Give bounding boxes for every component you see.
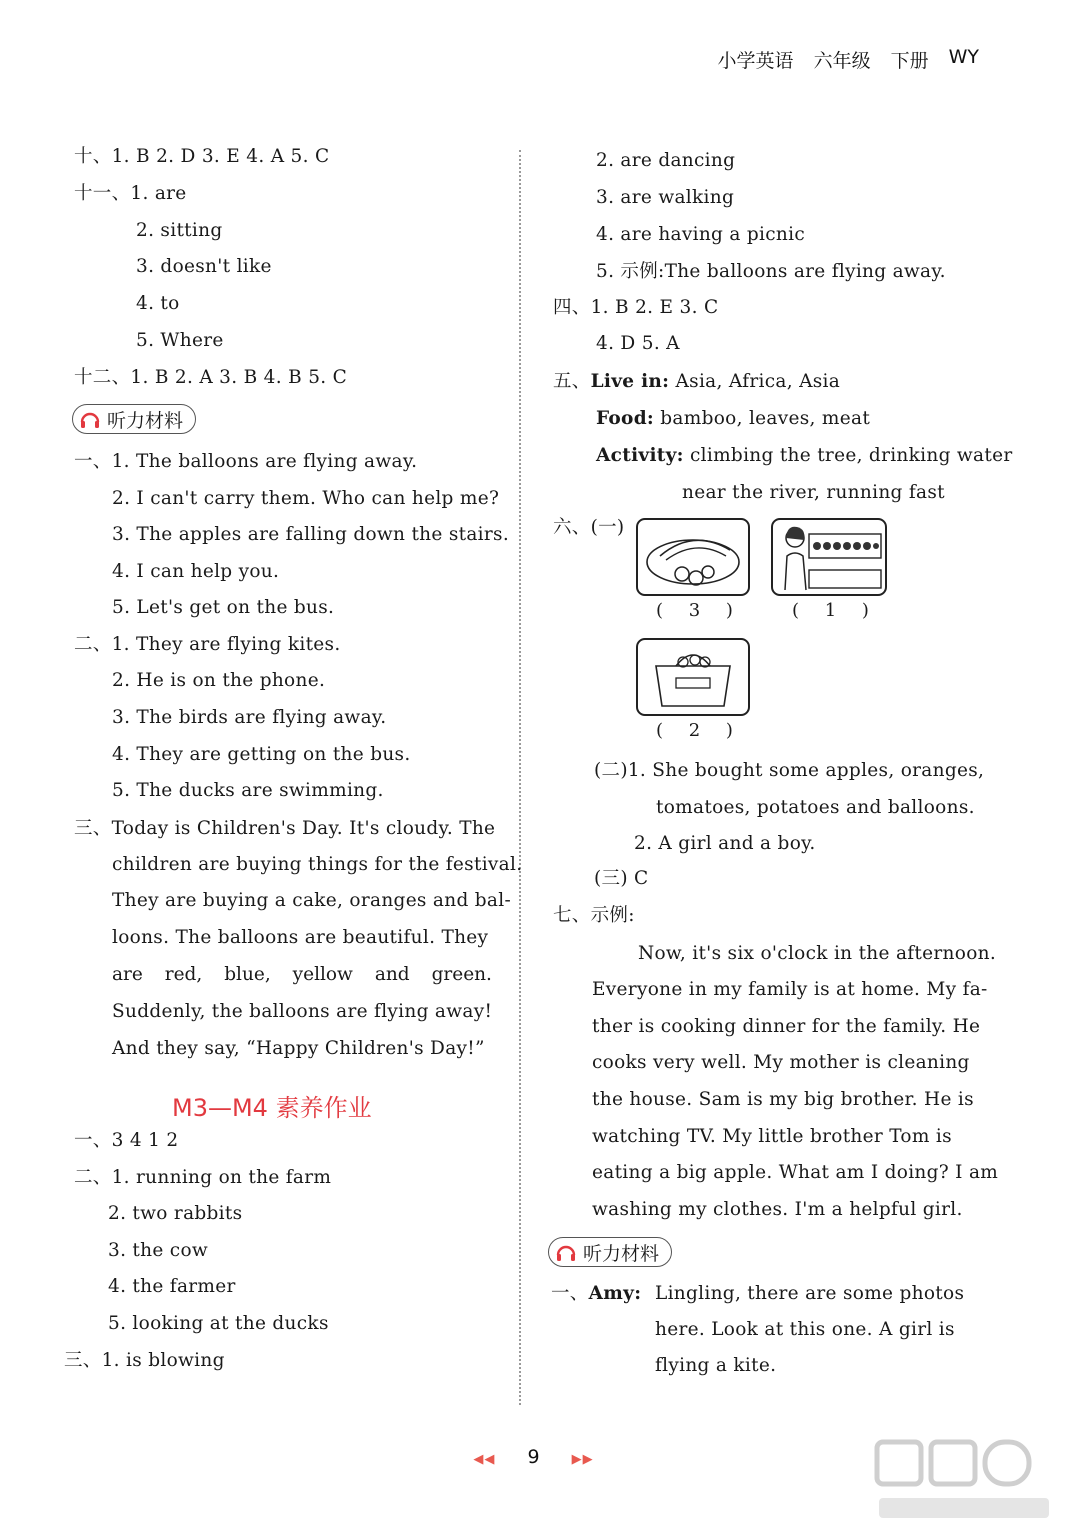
header-volume: 下册: [890, 50, 929, 72]
activity-value: climbing the tree, drinking water: [689, 445, 1013, 466]
shopping-bag-illustration: [638, 640, 748, 714]
listening-2-lead: 二、1. They are flying kites.: [74, 634, 341, 655]
headphones-icon: [555, 1242, 577, 1262]
activity-label: Activity:: [596, 445, 684, 466]
answer-line: 4. the farmer: [108, 1276, 236, 1297]
essay-line: Now, it's six o'clock in the afternoon.: [638, 943, 997, 964]
essay-line: ther is cooking dinner for the family. He: [592, 1016, 981, 1037]
passage-line: And they say, “Happy Children's Day!”: [112, 1038, 485, 1059]
listening-material-label: 听力材料: [107, 409, 184, 432]
passage-line: loons. The balloons are beautiful. They: [112, 927, 489, 948]
essay-line: washing my clothes. I'm a helpful girl.: [592, 1199, 963, 1220]
speaker-label: Amy:: [588, 1283, 642, 1304]
listening-material-badge: [548, 1237, 672, 1267]
answer-section-6-lead: 六、(一): [553, 517, 625, 538]
passage-line: children are buying things for the festival.: [112, 854, 523, 875]
answer-section-6-part2-item2: 2. A girl and a boy.: [634, 833, 816, 854]
headphones-icon: [79, 409, 101, 429]
listening-line: 4. I can help you.: [112, 561, 280, 582]
listening-line: 3. The birds are flying away.: [112, 707, 387, 728]
dialogue-text: Lingling, there are some photos: [655, 1283, 965, 1304]
dialogue-text: here. Look at this one. A girl is: [655, 1319, 955, 1340]
answer-line: 2. two rabbits: [108, 1203, 243, 1224]
activity-continuation: near the river, running fast: [682, 482, 945, 503]
section-title-m3-m4: M3—M4 素养作业: [172, 1094, 372, 1122]
answer-line: 3. doesn't like: [136, 256, 272, 277]
passage-line-justified: [112, 962, 492, 988]
listening-line: 4. They are getting on the bus.: [112, 744, 411, 765]
answer-section-5-line1: [553, 369, 840, 395]
listening-line: 5. The ducks are swimming.: [112, 780, 384, 801]
listening-3-lead: 三、Today is Children's Day. It's cloudy. The: [74, 818, 496, 839]
listening-line: 3. The apples are falling down the stairs.: [112, 524, 510, 545]
listening-material-label: 听力材料: [583, 1242, 660, 1265]
answer-line: 2. sitting: [136, 220, 223, 241]
answer-section-5-line2: [596, 406, 870, 432]
essay-line: eating a big apple. What am I doing? I am: [592, 1162, 999, 1183]
m34-answer-3: 三、1. is blowing: [64, 1350, 225, 1371]
answer-line: 5. Where: [136, 330, 224, 351]
listening-line: 2. I can't carry them. Who can help me?: [112, 488, 500, 509]
header-subject: 小学英语: [717, 50, 794, 72]
answer-section-10: 十、1. B 2. D 3. E 4. A 5. C: [74, 146, 330, 167]
listening-line: 5. Let's get on the bus.: [112, 597, 335, 618]
listening-line: 2. He is on the phone.: [112, 670, 326, 691]
answer-line: 2. are dancing: [596, 150, 736, 171]
answer-section-6-part2: (二)1. She bought some apples, oranges,: [594, 760, 985, 781]
section-number: 一、: [551, 1283, 589, 1304]
listening-1-lead: 一、1. The balloons are flying away.: [74, 451, 418, 472]
picture-caption: ( 3 ): [656, 600, 743, 621]
answer-section-7-lead: 七、示例:: [553, 905, 635, 926]
section-number: 五、: [553, 371, 591, 392]
passage-word: yellow: [292, 964, 353, 985]
passage-word: are: [112, 964, 143, 985]
column-divider: [519, 150, 521, 1405]
dialogue-text: flying a kite.: [655, 1355, 777, 1376]
answer-section-5-line3: [596, 443, 1013, 469]
passage-line: Suddenly, the balloons are flying away!: [112, 1001, 493, 1022]
passage-line: They are buying a cake, oranges and bal-: [112, 890, 512, 911]
passage-word: and: [374, 964, 410, 985]
dialogue-line-1: [551, 1281, 641, 1307]
answer-section-6-part2-cont: tomatoes, potatoes and balloons.: [656, 797, 975, 818]
essay-line: the house. Sam is my big brother. He is: [592, 1089, 974, 1110]
food-label: Food:: [596, 408, 655, 429]
fruit-plate-illustration: [638, 520, 748, 594]
page-number: 9: [527, 1446, 540, 1468]
page-header: [718, 46, 979, 73]
answer-line: 3. are walking: [596, 187, 735, 208]
answer-line: 5. looking at the ducks: [108, 1313, 329, 1334]
food-value: bamboo, leaves, meat: [660, 408, 871, 429]
answer-section-11-lead: 十一、1. are: [74, 183, 187, 204]
picture-caption: ( 2 ): [656, 720, 743, 741]
m34-answer-2-lead: 二、1. running on the farm: [74, 1167, 332, 1188]
answer-line: 5. 示例:The balloons are flying away.: [596, 261, 946, 282]
passage-word: blue,: [224, 964, 271, 985]
answer-line: 4. are having a picnic: [596, 224, 806, 245]
picture-fruit: [636, 518, 750, 596]
answer-section-4: 四、1. B 2. E 3. C: [553, 297, 719, 318]
passage-word: red,: [164, 964, 203, 985]
essay-line: cooks very well. My mother is cleaning: [592, 1052, 970, 1073]
essay-line: watching TV. My little brother Tom is: [592, 1126, 952, 1147]
live-in-label: Live in:: [590, 371, 670, 392]
essay-line: Everyone in my family is at home. My fa-: [592, 979, 988, 1000]
listening-material-badge: [72, 404, 196, 434]
prev-arrows-icon: ◀◀: [473, 1452, 496, 1467]
answer-line: 4. to: [136, 293, 180, 314]
live-in-value: Asia, Africa, Asia: [675, 371, 841, 392]
picture-shopping-girl: [771, 518, 887, 596]
answer-line: 3. the cow: [108, 1240, 209, 1261]
m34-answer-1: 一、3 4 1 2: [74, 1130, 179, 1151]
header-edition: WY: [948, 46, 979, 68]
passage-word: green.: [431, 964, 492, 985]
answer-section-12: 十二、1. B 2. A 3. B 4. B 5. C: [74, 367, 348, 388]
picture-caption: ( 1 ): [792, 600, 879, 621]
next-arrows-icon: ▶▶: [571, 1452, 594, 1467]
header-grade: 六年级: [813, 50, 871, 72]
answer-section-6-part3: (三) C: [594, 868, 649, 889]
answer-section-4-line2: 4. D 5. A: [596, 333, 680, 354]
picture-bag: [636, 638, 750, 716]
girl-at-shelf-illustration: [773, 520, 885, 594]
watermark-logo: [869, 1434, 1059, 1530]
